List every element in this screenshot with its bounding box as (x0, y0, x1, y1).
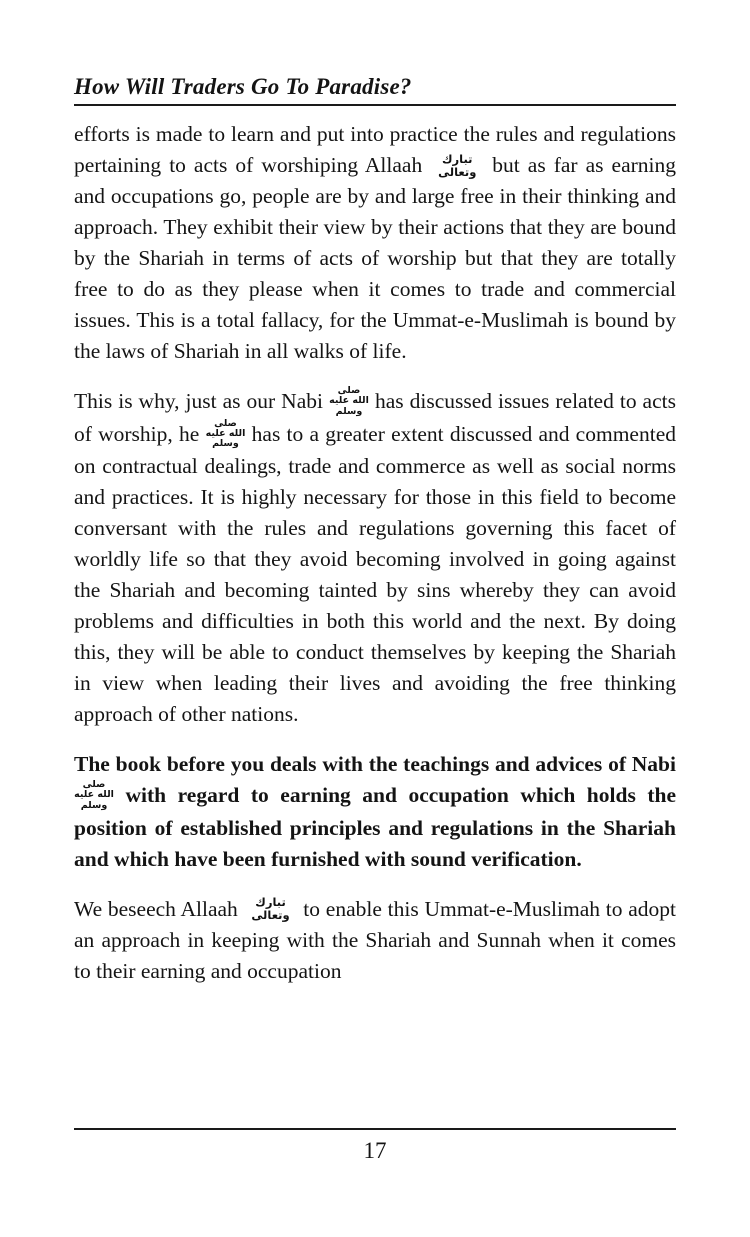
page-number: 17 (363, 1138, 387, 1163)
body-paragraph-1 (74, 119, 676, 367)
tabaraka-calligraphy: تبارك وتعالى (251, 895, 290, 922)
page-footer (74, 1128, 676, 1165)
body-paragraph-4 (74, 894, 676, 987)
text-run: has to a greater extent discussed and commented on contractual dealings, trade and commerce as well as social norms and practices. It is highly necessary for those in this field to become conversant with the rules and regulations governing this facet of worldly life so that they avoid becoming involved in going against the Shariah and becoming tainted by sins whereby they can avoid problems and difficulties in both this world and the next. By doing this, they will be able to conduct themselves by keeping the Shariah in view when leading their lives and avoiding the free thinking approach of other nations. (74, 421, 676, 727)
text-run: but as far as earning and occupations go, people are by and large free in their thinking and approach. They exhibit their view by their actions that they are bound by the Shariah in terms of acts of worship but that they are totally free to do as they please when it comes to trade and commercial issues. This is a total fallacy, for the Ummat-e-Muslimah is bound by the laws of Shariah in all walks of life. (74, 153, 676, 364)
text-run: This is why, just as our Nabi (74, 389, 329, 414)
page-header (74, 74, 676, 106)
salawat-calligraphy: صلى الله عليه وسلم (74, 779, 114, 811)
header-rule (74, 104, 676, 106)
text-run: efforts is made to learn and put into practice the rules and regulations pertaining to acts of worshiping Allaah (74, 122, 676, 178)
text-run: The book before you deals with the teachings and advices of Nabi (74, 752, 676, 777)
page-body (74, 119, 676, 986)
tabaraka-calligraphy: تبارك وتعالى (438, 152, 477, 179)
text-run: to enable this Ummat-e-Muslimah to adopt an approach in keeping with the Shariah and Sunnah when it comes to their earning and occupation (74, 896, 676, 983)
body-paragraph-3-bold (74, 749, 676, 874)
salawat-calligraphy: صلى الله عليه وسلم (329, 385, 369, 417)
body-paragraph-2 (74, 386, 676, 730)
running-header-title: How Will Traders Go To Paradise? (74, 74, 412, 99)
text-run: has discussed issues related to acts of worship, he (74, 389, 676, 446)
text-run: with regard to earning and occupation which holds the position of established principles and regulations in the Shariah and which have been furnished with sound verification. (74, 783, 676, 871)
text-run: We beseech Allaah (74, 896, 244, 921)
footer-rule (74, 1128, 676, 1130)
salawat-calligraphy: صلى الله عليه وسلم (205, 417, 246, 450)
